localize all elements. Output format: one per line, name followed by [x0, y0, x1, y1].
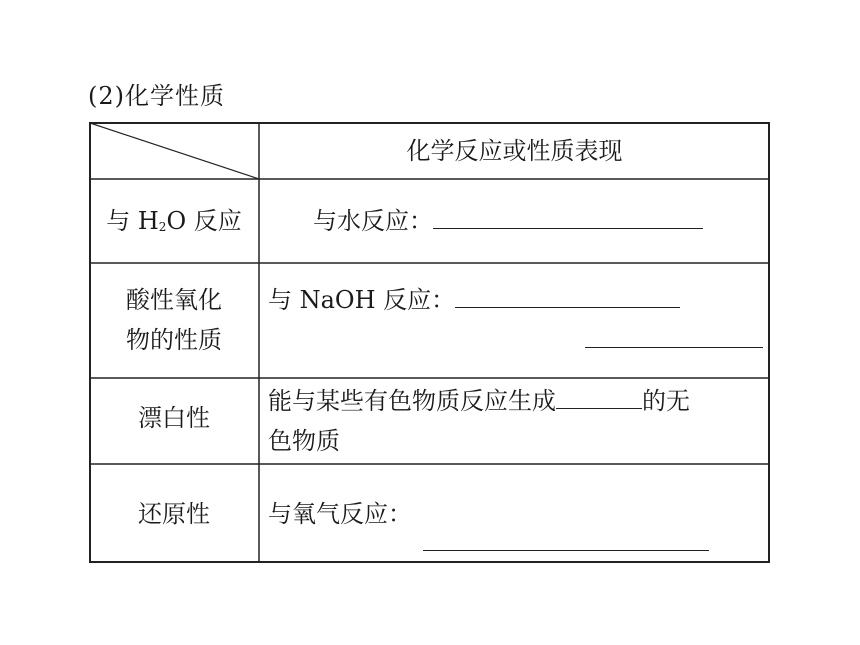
row1-left-text-a: 与 H — [106, 207, 159, 235]
row4-right-cell — [268, 494, 768, 534]
row1-left-cell — [89, 201, 259, 247]
header-label: 化学反应或性质表现 — [406, 137, 623, 165]
row3-right-cell — [268, 381, 768, 461]
row3-right-text-b: 的无 — [642, 387, 690, 415]
row2-right-cell — [268, 280, 763, 360]
row1-right-label: 与水反应： — [313, 207, 433, 235]
header-diagonal — [90, 123, 259, 179]
row2-left-line1: 酸性氧化 — [126, 286, 222, 314]
properties-table — [89, 122, 770, 563]
header-right-cell — [260, 131, 769, 171]
row3-left-cell — [89, 398, 259, 438]
row4-answer-blank[interactable] — [423, 546, 709, 551]
row3-right-text-c: 色物质 — [268, 427, 340, 455]
row3-answer-blank[interactable] — [556, 404, 642, 409]
row2-answer-blank-1[interactable] — [455, 303, 680, 308]
row2-left-cell — [89, 280, 259, 360]
row2-right-label: 与 NaOH 反应： — [268, 286, 456, 314]
row4-left-label: 还原性 — [138, 500, 210, 528]
row1-left-text-b: O 反应 — [166, 207, 242, 235]
row1-right-cell — [313, 201, 763, 241]
row2-answer-blank-2[interactable] — [585, 343, 763, 348]
row4-left-cell — [89, 494, 259, 534]
row4-right-label: 与氧气反应： — [268, 500, 412, 528]
row2-left-line2: 物的性质 — [126, 326, 222, 354]
row3-right-text-a: 能与某些有色物质反应生成 — [268, 387, 556, 415]
section-heading: (2)化学性质 — [88, 82, 225, 110]
row3-left-label: 漂白性 — [138, 404, 210, 432]
row1-answer-blank[interactable] — [433, 224, 703, 229]
row1-left-subscript: 2 — [158, 220, 167, 234]
